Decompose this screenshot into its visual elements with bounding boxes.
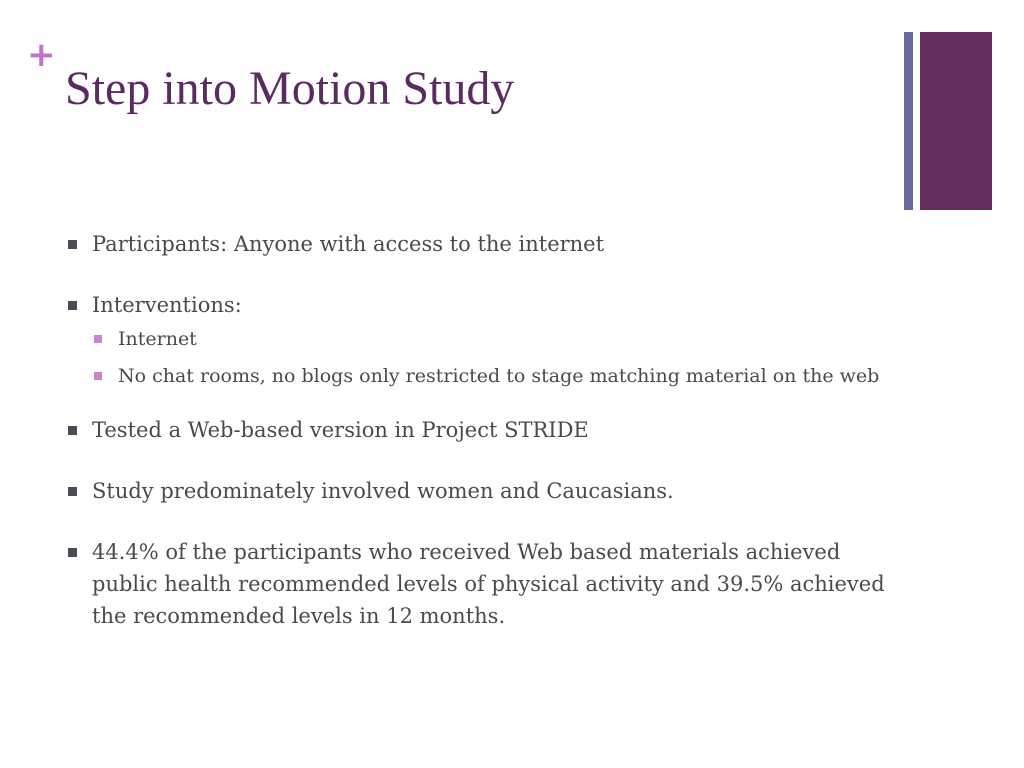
- bullet-item: Study predominately involved women and Caucasians.: [68, 475, 898, 507]
- plus-icon: +: [27, 35, 56, 75]
- bullet-item: Tested a Web-based version in Project STRIDE: [68, 414, 898, 446]
- bullet-item-text: Interventions:: [92, 293, 242, 317]
- accent-bar-wide: [920, 32, 992, 210]
- bullet-item: Participants: Anyone with access to the internet: [68, 228, 898, 260]
- accent-bar-thin: [904, 32, 913, 210]
- bullet-list: [68, 228, 898, 661]
- bullet-item: 44.4% of the participants who received Web based materials achieved public health recommended levels of physical activity and 39.5% achieved the recommended levels in 12 months.: [68, 536, 898, 632]
- sub-bullet-item: No chat rooms, no blogs only restricted to stage matching material on the web: [92, 362, 898, 390]
- sub-bullet-list: [92, 325, 898, 390]
- sub-bullet-item: Internet: [92, 325, 898, 353]
- bullet-item: [68, 289, 898, 390]
- slide-title: Step into Motion Study: [65, 62, 515, 115]
